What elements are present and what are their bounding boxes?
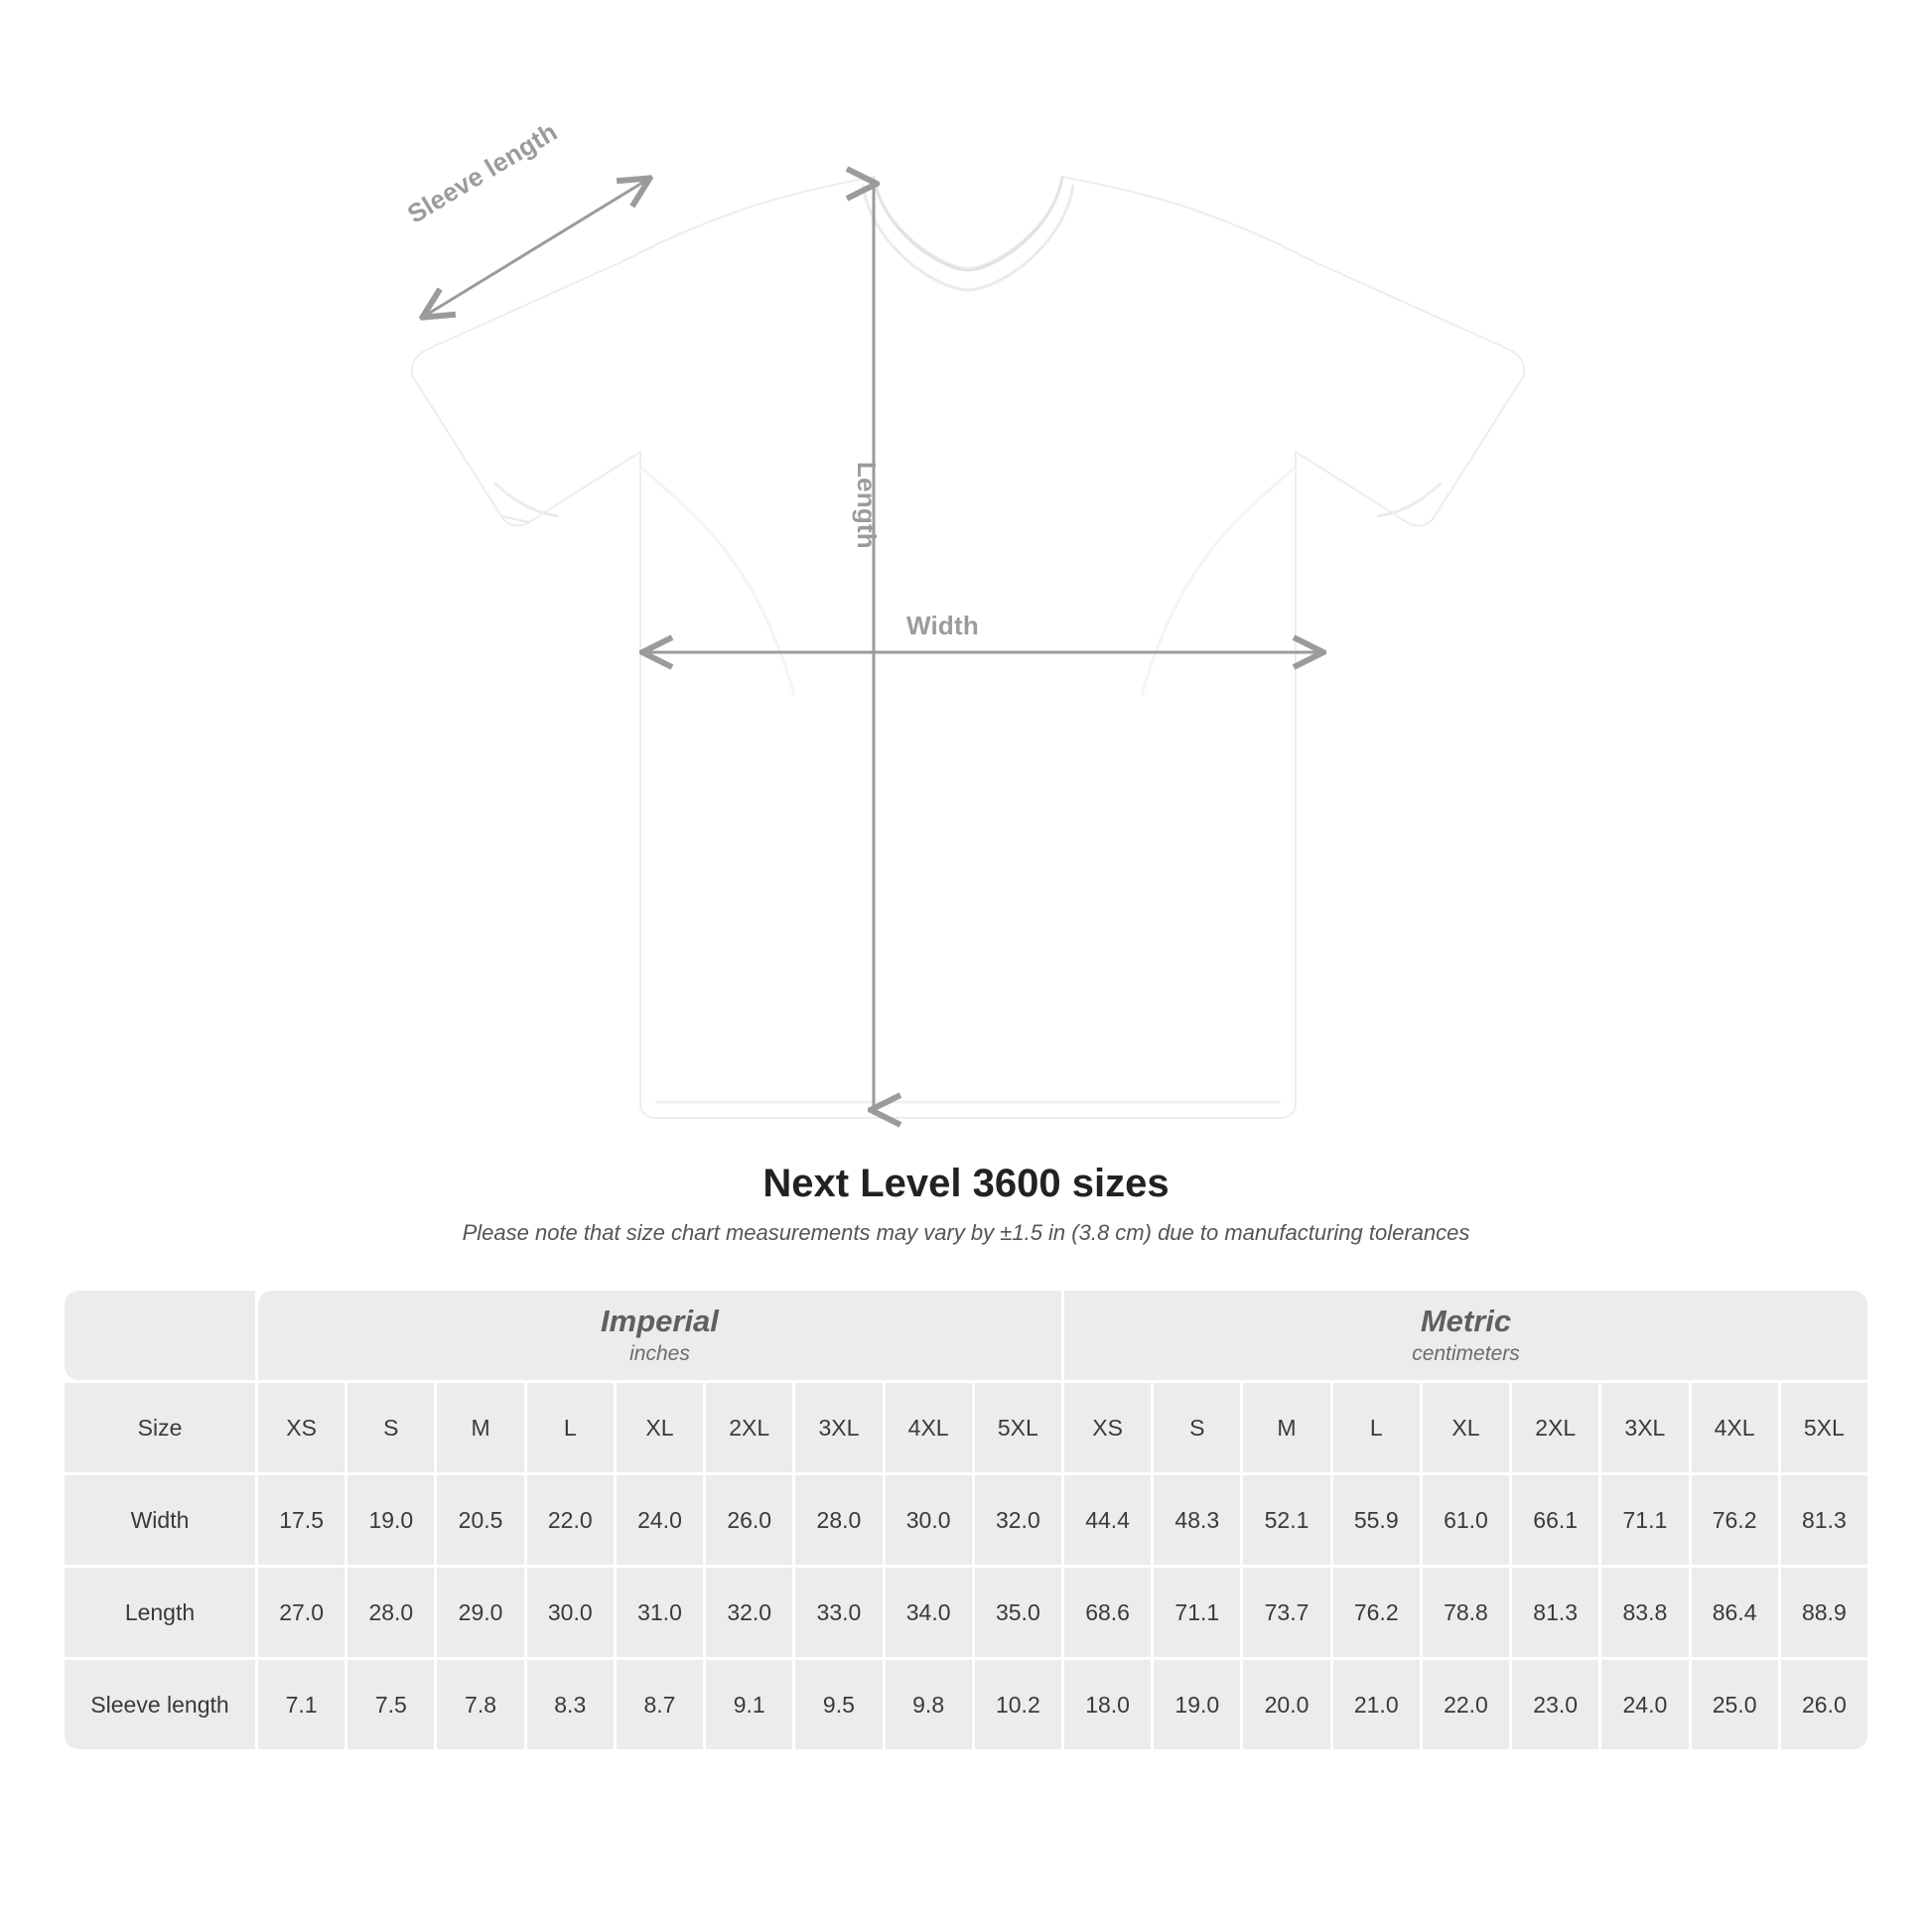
cell-width-metric-l: 55.9 bbox=[1333, 1475, 1420, 1565]
row-label-length: Length bbox=[65, 1568, 255, 1657]
cell-length-imperial-xs: 27.0 bbox=[258, 1568, 345, 1657]
cell-sleeve-metric-4xl: 25.0 bbox=[1692, 1660, 1778, 1749]
size-header-imperial-xl: XL bbox=[617, 1383, 703, 1472]
cell-length-imperial-3xl: 33.0 bbox=[795, 1568, 882, 1657]
size-header-metric-xl: XL bbox=[1423, 1383, 1509, 1472]
cell-length-imperial-m: 29.0 bbox=[437, 1568, 523, 1657]
cell-length-metric-m: 73.7 bbox=[1243, 1568, 1329, 1657]
metric-unit-header bbox=[1064, 1291, 1867, 1380]
cell-length-metric-xl: 78.8 bbox=[1423, 1568, 1509, 1657]
cell-sleeve-imperial-5xl: 10.2 bbox=[975, 1660, 1061, 1749]
unit-header-row bbox=[65, 1291, 1867, 1380]
size-header-imperial-l: L bbox=[527, 1383, 614, 1472]
cell-sleeve-metric-xs: 18.0 bbox=[1064, 1660, 1151, 1749]
cell-sleeve-imperial-xl: 8.7 bbox=[617, 1660, 703, 1749]
cell-sleeve-imperial-m: 7.8 bbox=[437, 1660, 523, 1749]
size-header-metric-s: S bbox=[1154, 1383, 1240, 1472]
cell-length-imperial-4xl: 34.0 bbox=[886, 1568, 972, 1657]
cell-width-imperial-xl: 24.0 bbox=[617, 1475, 703, 1565]
cell-width-metric-5xl: 81.3 bbox=[1781, 1475, 1867, 1565]
title-block bbox=[0, 1162, 1932, 1246]
tshirt-shape bbox=[412, 177, 1524, 1118]
metric-unit-sub: centimeters bbox=[1412, 1341, 1520, 1365]
size-header-metric-3xl: 3XL bbox=[1601, 1383, 1688, 1472]
corner-cell bbox=[65, 1291, 255, 1380]
size-header-imperial-2xl: 2XL bbox=[706, 1383, 792, 1472]
cell-width-metric-xs: 44.4 bbox=[1064, 1475, 1151, 1565]
size-header-imperial-4xl: 4XL bbox=[886, 1383, 972, 1472]
size-header-row bbox=[65, 1383, 1867, 1472]
sleeve-length-label: Sleeve length bbox=[402, 116, 563, 229]
row-label-width: Width bbox=[65, 1475, 255, 1565]
table-row bbox=[65, 1475, 1867, 1565]
cell-sleeve-metric-3xl: 24.0 bbox=[1601, 1660, 1688, 1749]
cell-sleeve-metric-m: 20.0 bbox=[1243, 1660, 1329, 1749]
imperial-unit-sub: inches bbox=[629, 1341, 690, 1365]
size-header-imperial-5xl: 5XL bbox=[975, 1383, 1061, 1472]
cell-width-metric-xl: 61.0 bbox=[1423, 1475, 1509, 1565]
cell-sleeve-imperial-4xl: 9.8 bbox=[886, 1660, 972, 1749]
cell-width-imperial-s: 19.0 bbox=[347, 1475, 434, 1565]
length-label: Length bbox=[852, 462, 882, 549]
cell-sleeve-metric-l: 21.0 bbox=[1333, 1660, 1420, 1749]
cell-length-metric-4xl: 86.4 bbox=[1692, 1568, 1778, 1657]
size-header-metric-5xl: 5XL bbox=[1781, 1383, 1867, 1472]
cell-width-metric-m: 52.1 bbox=[1243, 1475, 1329, 1565]
cell-width-metric-4xl: 76.2 bbox=[1692, 1475, 1778, 1565]
cell-width-metric-2xl: 66.1 bbox=[1512, 1475, 1598, 1565]
cell-length-imperial-xl: 31.0 bbox=[617, 1568, 703, 1657]
cell-width-imperial-m: 20.5 bbox=[437, 1475, 523, 1565]
size-table bbox=[62, 1288, 1870, 1752]
cell-width-metric-s: 48.3 bbox=[1154, 1475, 1240, 1565]
size-header-metric-xs: XS bbox=[1064, 1383, 1151, 1472]
size-header-imperial-s: S bbox=[347, 1383, 434, 1472]
size-header-metric-l: L bbox=[1333, 1383, 1420, 1472]
size-header-imperial-xs: XS bbox=[258, 1383, 345, 1472]
cell-length-metric-5xl: 88.9 bbox=[1781, 1568, 1867, 1657]
table-row bbox=[65, 1568, 1867, 1657]
cell-width-imperial-5xl: 32.0 bbox=[975, 1475, 1061, 1565]
cell-length-metric-2xl: 81.3 bbox=[1512, 1568, 1598, 1657]
width-label: Width bbox=[906, 611, 979, 640]
size-header-metric-m: M bbox=[1243, 1383, 1329, 1472]
cell-length-metric-s: 71.1 bbox=[1154, 1568, 1240, 1657]
size-header-imperial-m: M bbox=[437, 1383, 523, 1472]
size-header-metric-2xl: 2XL bbox=[1512, 1383, 1598, 1472]
cell-length-imperial-5xl: 35.0 bbox=[975, 1568, 1061, 1657]
cell-length-metric-3xl: 83.8 bbox=[1601, 1568, 1688, 1657]
cell-length-imperial-s: 28.0 bbox=[347, 1568, 434, 1657]
cell-sleeve-imperial-l: 8.3 bbox=[527, 1660, 614, 1749]
imperial-unit-name: Imperial bbox=[601, 1304, 719, 1339]
cell-width-imperial-2xl: 26.0 bbox=[706, 1475, 792, 1565]
cell-width-imperial-l: 22.0 bbox=[527, 1475, 614, 1565]
size-row-label: Size bbox=[65, 1383, 255, 1472]
cell-length-imperial-l: 30.0 bbox=[527, 1568, 614, 1657]
cell-length-metric-xs: 68.6 bbox=[1064, 1568, 1151, 1657]
cell-sleeve-imperial-s: 7.5 bbox=[347, 1660, 434, 1749]
table-row bbox=[65, 1660, 1867, 1749]
cell-width-imperial-xs: 17.5 bbox=[258, 1475, 345, 1565]
page-title: Next Level 3600 sizes bbox=[762, 1162, 1170, 1205]
cell-width-imperial-4xl: 30.0 bbox=[886, 1475, 972, 1565]
row-label-sleeve-length: Sleeve length bbox=[65, 1660, 255, 1749]
cell-width-imperial-3xl: 28.0 bbox=[795, 1475, 882, 1565]
cell-sleeve-metric-xl: 22.0 bbox=[1423, 1660, 1509, 1749]
cell-sleeve-metric-2xl: 23.0 bbox=[1512, 1660, 1598, 1749]
imperial-unit-header bbox=[258, 1291, 1061, 1380]
tolerance-note: Please note that size chart measurements may vary by ±1.5 in (3.8 cm) due to manufacturing tolerances bbox=[462, 1220, 1470, 1245]
cell-length-imperial-2xl: 32.0 bbox=[706, 1568, 792, 1657]
cell-sleeve-metric-5xl: 26.0 bbox=[1781, 1660, 1867, 1749]
cell-length-metric-l: 76.2 bbox=[1333, 1568, 1420, 1657]
cell-sleeve-imperial-3xl: 9.5 bbox=[795, 1660, 882, 1749]
cell-sleeve-metric-s: 19.0 bbox=[1154, 1660, 1240, 1749]
cell-sleeve-imperial-xs: 7.1 bbox=[258, 1660, 345, 1749]
size-table-wrap bbox=[62, 1288, 1870, 1752]
metric-unit-name: Metric bbox=[1420, 1304, 1512, 1339]
cell-width-metric-3xl: 71.1 bbox=[1601, 1475, 1688, 1565]
size-header-imperial-3xl: 3XL bbox=[795, 1383, 882, 1472]
size-header-metric-4xl: 4XL bbox=[1692, 1383, 1778, 1472]
cell-sleeve-imperial-2xl: 9.1 bbox=[706, 1660, 792, 1749]
